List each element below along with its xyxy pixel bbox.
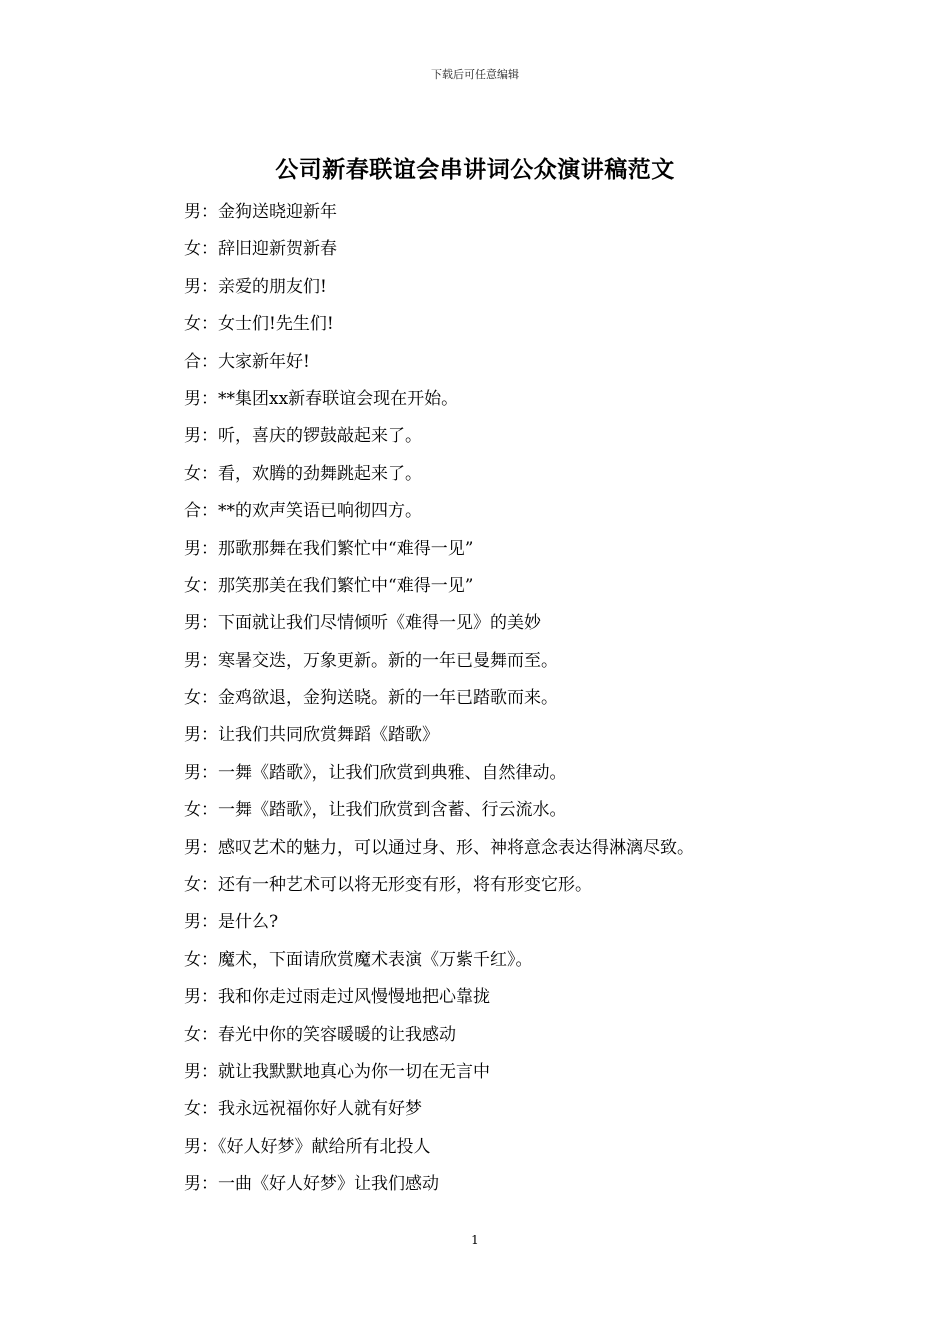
script-line: 女：我永远祝福你好人就有好梦 bbox=[184, 1099, 422, 1120]
script-line: 男：就让我默默地真心为你一切在无言中 bbox=[184, 1061, 490, 1082]
script-line: 男：寒暑交迭，万象更新。新的一年已曼舞而至。 bbox=[184, 650, 558, 671]
script-line: 女：女士们!先生们! bbox=[184, 314, 334, 335]
script-line: 女：那笑那美在我们繁忙中“难得一见” bbox=[184, 575, 474, 596]
script-line: 男：亲爱的朋友们! bbox=[184, 276, 327, 297]
script-line: 女：辞旧迎新贺新春 bbox=[184, 239, 337, 260]
script-line: 男：听，喜庆的锣鼓敲起来了。 bbox=[184, 426, 422, 447]
script-line: 女：魔术，下面请欣赏魔术表演《万紫千红》。 bbox=[184, 949, 533, 970]
script-line: 男：一曲《好人好梦》让我们感动 bbox=[184, 1174, 439, 1195]
script-line: 男：**集团xx新春联谊会现在开始。 bbox=[184, 388, 459, 409]
script-line: 女：一舞《踏歌》，让我们欣赏到含蓄、行云流水。 bbox=[184, 800, 567, 821]
script-line: 男：是什么? bbox=[184, 912, 279, 933]
script-line: 男：一舞《踏歌》，让我们欣赏到典雅、自然律动。 bbox=[184, 762, 567, 783]
script-line: 合：**的欢声笑语已响彻四方。 bbox=[184, 501, 422, 522]
page-header-note: 下载后可任意编辑 bbox=[431, 68, 519, 81]
script-lines bbox=[184, 197, 784, 1207]
script-line: 男：金狗送晓迎新年 bbox=[184, 202, 337, 222]
script-line: 女：还有一种艺术可以将无形变有形，将有形变它形。 bbox=[184, 875, 592, 896]
script-line: 男：《好人好梦》献给所有北投人 bbox=[184, 1136, 431, 1157]
script-line: 女：看，欢腾的劲舞跳起来了。 bbox=[184, 463, 422, 484]
script-line: 合：大家新年好! bbox=[184, 351, 310, 372]
script-line: 男：那歌那舞在我们繁忙中“难得一见” bbox=[184, 538, 474, 559]
script-line: 男：我和你走过雨走过风慢慢地把心靠拢 bbox=[184, 987, 490, 1008]
page-number: 1 bbox=[471, 1233, 479, 1247]
script-line: 女：春光中你的笑容暖暖的让我感动 bbox=[184, 1024, 456, 1045]
document-title: 公司新春联谊会串讲词公众演讲稿范文 bbox=[275, 156, 675, 183]
script-line: 女：金鸡欲退，金狗送晓。新的一年已踏歌而来。 bbox=[184, 688, 558, 709]
script-line: 男：感叹艺术的魅力，可以通过身、形、神将意念表达得淋漓尽致。 bbox=[184, 837, 694, 858]
script-line: 男：下面就让我们尽情倾听《难得一见》的美妙 bbox=[184, 613, 541, 634]
script-line: 男：让我们共同欣赏舞蹈《踏歌》 bbox=[184, 725, 439, 746]
